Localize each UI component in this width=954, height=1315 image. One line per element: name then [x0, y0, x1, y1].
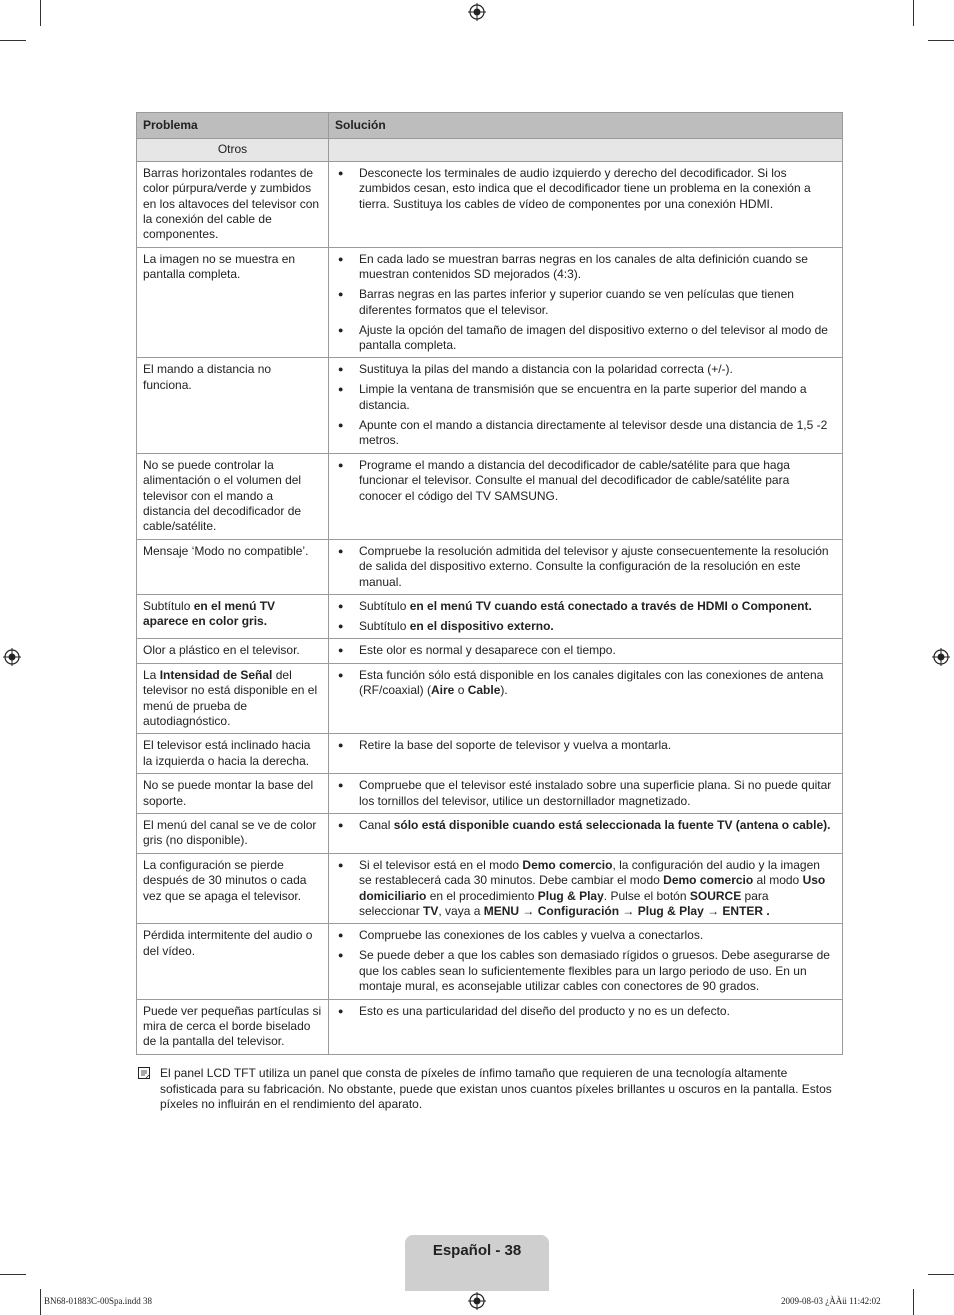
text-segment: No se puede montar la base del soporte. — [143, 778, 314, 808]
solution-list — [335, 599, 832, 634]
list-item — [335, 599, 832, 614]
list-item — [335, 544, 832, 590]
list-item — [335, 858, 832, 920]
crop-mark — [40, 0, 41, 26]
table-row — [137, 247, 843, 358]
solution-cell — [329, 663, 843, 734]
problem-cell — [137, 358, 329, 453]
text-segment: Limpie la ventana de transmisión que se encuentra en la parte superior del mando a distancia. — [359, 382, 807, 412]
list-item — [335, 458, 832, 504]
bold-term: Intensidad de Señal — [159, 667, 273, 682]
problem-cell — [137, 814, 329, 854]
text-segment: Canal — [359, 818, 391, 832]
text-segment: Subtítulo — [143, 598, 191, 613]
text-segment: Olor a plástico en el televisor. — [143, 643, 300, 658]
list-item — [335, 1004, 832, 1019]
problem-cell — [137, 539, 329, 594]
bold-term: Aire — [431, 683, 455, 698]
column-header-problem: Problema — [137, 113, 329, 139]
bold-term: en el dispositivo externo. — [406, 618, 554, 633]
date-slug: 2009-08-03 ¿ÀÀü 11:42:02 — [781, 1296, 881, 1306]
note-text: El panel LCD TFT utiliza un panel que consta de píxeles de ínfimo tamaño que requieren de una tecnología altamente sofisticada para su fabricación. No obstante, puede que existan unos cuantos píxeles brillantes u oscuros en la pantalla. Estos píxeles no influirán en el rendimiento del aparato. — [160, 1066, 832, 1112]
solution-cell — [329, 247, 843, 358]
solution-list — [335, 643, 832, 658]
solution-cell — [329, 594, 843, 638]
solution-list — [335, 668, 832, 699]
solution-list — [335, 362, 832, 448]
text-segment: Programe el mando a distancia del decodificador de cable/satélite para que haga funcionar el televisor. Consulte el manual del decodificador de cable/satélite para conocer el código del TV SAMSUNG. — [359, 457, 790, 503]
table-row — [137, 734, 843, 774]
bold-term: Cable — [467, 683, 501, 698]
list-item — [335, 323, 832, 354]
list-item — [335, 287, 832, 318]
note-icon — [138, 1067, 150, 1079]
text-segment: en el procedimiento — [426, 888, 538, 903]
bold-term: Demo comercio — [522, 857, 613, 872]
text-segment: Barras negras en las partes inferior y superior cuando se ven películas que tienen diferentes formatos que el televisor. — [359, 287, 794, 317]
problem-cell — [137, 999, 329, 1054]
problem-cell — [137, 663, 329, 734]
troubleshooting-table — [136, 112, 843, 1055]
crop-mark — [928, 40, 954, 41]
text-segment: del televisor no está disponible en el menú de prueba de autodiagnóstico. — [143, 667, 318, 728]
text-segment: La configuración se pierde después de 30 minutos o cada vez que se apaga el televisor. — [143, 857, 307, 903]
text-segment: Sustituya la pilas del mando a distancia con la polaridad correcta (+/-). — [359, 362, 733, 377]
list-item — [335, 166, 832, 212]
registration-mark-icon — [468, 3, 486, 21]
bold-term: MENU → Configuración → Plug & Play → ENTER — [483, 904, 767, 919]
text-segment: Retire la base del soporte de televisor y vuelva a montarla. — [359, 738, 672, 753]
solution-cell — [329, 999, 843, 1054]
text-segment: , vaya a — [438, 904, 484, 919]
table-row — [137, 639, 843, 663]
text-segment: Compruebe las conexiones de los cables y vuelva a conectarlos. — [359, 928, 704, 943]
bold-term: en el menú TV cuando está conectado a través de HDMI o Component. — [406, 598, 812, 613]
text-segment: Esta función sólo está disponible en los canales digitales con las conexiones de antena (RF/coaxial) ( — [359, 667, 824, 698]
table-row — [137, 663, 843, 734]
text-segment: Esto es una particularidad del diseño del producto y no es un defecto. — [359, 1003, 730, 1018]
text-segment: La imagen no se muestra en pantalla completa. — [143, 251, 296, 282]
text-segment: Subtítulo — [359, 598, 407, 613]
text-segment: En cada lado se muestran barras negras en los canales de alta definición cuando se muestran contenidos SD mejorados (4:3). — [359, 251, 808, 282]
text-segment: ). — [500, 683, 508, 698]
solution-cell — [329, 814, 843, 854]
bold-term: . — [766, 904, 770, 919]
text-segment: No se puede controlar la alimentación o el volumen del televisor con el mando a distancia del decodificador de cable/satélite. — [143, 457, 302, 534]
solution-cell — [329, 853, 843, 924]
solution-list — [335, 166, 832, 212]
section-empty-cell — [329, 139, 843, 161]
problem-cell — [137, 161, 329, 247]
problem-cell — [137, 639, 329, 663]
solution-cell — [329, 161, 843, 247]
text-segment: para seleccionar — [359, 888, 769, 919]
table-row — [137, 358, 843, 453]
solution-list — [335, 1004, 832, 1019]
problem-cell — [137, 774, 329, 814]
list-item — [335, 668, 832, 699]
list-item — [335, 382, 832, 413]
crop-mark — [0, 40, 26, 41]
list-item — [335, 643, 832, 658]
solution-list — [335, 738, 832, 753]
table-header-row — [137, 113, 843, 139]
registration-mark-icon — [3, 648, 21, 666]
text-segment: Compruebe que el televisor esté instalado sobre una superficie plana. Si no puede quitar los tornillos del televisor, utilice un destornillador magnetizado. — [359, 778, 832, 808]
registration-mark-icon — [932, 648, 950, 666]
solution-list — [335, 544, 832, 590]
problem-cell — [137, 247, 329, 358]
table-row — [137, 999, 843, 1054]
text-segment: El menú del canal se ve de color gris (no disponible). — [143, 818, 317, 848]
list-item — [335, 362, 832, 377]
problem-cell — [137, 594, 329, 638]
problem-cell — [137, 924, 329, 999]
section-title: Otros — [137, 139, 329, 161]
text-segment: El mando a distancia no funciona. — [143, 362, 272, 392]
text-segment: Se puede deber a que los cables son demasiado rígidos o gruesos. Debe asegurarse de que los cables sean lo suficientemente flexibles para un largo periodo de uso. En un montaje mural, es aconsejable utilizar cables con conectores de 90 grados. — [359, 948, 830, 994]
bold-term: Demo comercio — [663, 873, 754, 888]
text-segment: Ajuste la opción del tamaño de imagen del dispositivo externo o del televisor al modo de pantalla completa. — [359, 322, 828, 353]
solution-cell — [329, 774, 843, 814]
solution-cell — [329, 639, 843, 663]
crop-mark — [0, 1274, 26, 1275]
solution-cell — [329, 358, 843, 453]
problem-cell — [137, 734, 329, 774]
text-segment: Subtítulo — [359, 618, 407, 633]
list-item — [335, 619, 832, 634]
text-segment: al modo — [753, 873, 803, 888]
text-segment: Este olor es normal y desaparece con el tiempo. — [359, 643, 616, 658]
bold-term: Plug & Play — [537, 888, 604, 903]
solution-list — [335, 458, 832, 504]
crop-mark — [928, 1274, 954, 1275]
list-item — [335, 418, 832, 449]
list-item — [335, 252, 832, 283]
text-segment: Puede ver pequeñas partículas si mira de cerca el borde biselado de la pantalla del televisor. — [143, 1003, 322, 1049]
bold-term: TV — [423, 904, 439, 919]
text-segment: , la configuración del audio y la imagen se restablecerá cada 30 minutos. Debe cambiar el modo — [359, 857, 820, 888]
text-segment: Compruebe la resolución admitida del televisor y ajuste consecuentemente la resolución de salida del dispositivo externo. Consulte la configuración de la resolución en este manual. — [359, 543, 829, 589]
text-segment: La — [143, 667, 160, 682]
text-segment: Si el televisor está en el modo — [359, 857, 523, 872]
bold-term: sólo está disponible cuando está seleccionada la fuente TV (antena o cable). — [390, 818, 831, 832]
table-row — [137, 814, 843, 854]
table-row — [137, 453, 843, 539]
bold-term: Uso domiciliario — [359, 873, 826, 903]
bold-term: en el menú TV aparece en color gris. — [143, 598, 276, 629]
text-segment: El televisor está inclinado hacia la izquierda o hacia la derecha. — [143, 738, 311, 768]
text-segment: Apunte con el mando a distancia directamente al televisor desde una distancia de 1,5 -2 metros. — [359, 417, 828, 448]
table-row — [137, 924, 843, 999]
solution-cell — [329, 924, 843, 999]
solution-list — [335, 252, 832, 354]
text-segment: . Pulse el botón — [603, 888, 690, 903]
solution-cell — [329, 539, 843, 594]
problem-cell — [137, 853, 329, 924]
page-number: Español - 38 — [432, 1242, 522, 1259]
text-segment: Pérdida intermitente del audio o del vídeo. — [143, 928, 313, 958]
list-item — [335, 738, 832, 753]
registration-mark-icon — [468, 1292, 486, 1310]
text-segment: Mensaje ‘Modo no compatible’. — [143, 543, 309, 558]
column-header-solution: Solución — [329, 113, 843, 139]
text-segment: Desconecte los terminales de audio izquierdo y derecho del decodificador. Si los zumbidos cesan, esto indica que el decodificador tiene un problema en la conexión a tierra. Sustituya los cables de vídeo de componentes por una conexión HDMI. — [359, 165, 811, 211]
crop-mark — [913, 1289, 914, 1315]
bold-term: SOURCE — [689, 888, 742, 903]
list-item — [335, 778, 832, 809]
file-slug: BN68-01883C-00Spa.indd 38 — [44, 1296, 152, 1306]
list-item — [335, 818, 832, 833]
table-row — [137, 853, 843, 924]
solution-list — [335, 778, 832, 809]
table-row — [137, 161, 843, 247]
solution-cell — [329, 734, 843, 774]
solution-list — [335, 928, 832, 994]
list-item — [335, 928, 832, 943]
list-item — [335, 948, 832, 994]
crop-mark — [913, 0, 914, 26]
section-row — [137, 139, 843, 161]
problem-cell — [137, 453, 329, 539]
note-block — [138, 1066, 838, 1113]
solution-cell — [329, 453, 843, 539]
solution-list — [335, 818, 832, 833]
crop-mark — [40, 1289, 41, 1315]
text-segment: Barras horizontales rodantes de color púrpura/verde y zumbidos en los altavoces del televisor con la conexión del cable de componentes. — [143, 165, 320, 242]
table-row — [137, 594, 843, 638]
text-segment: o — [454, 683, 468, 698]
table-row — [137, 539, 843, 594]
solution-list — [335, 858, 832, 920]
table-row — [137, 774, 843, 814]
